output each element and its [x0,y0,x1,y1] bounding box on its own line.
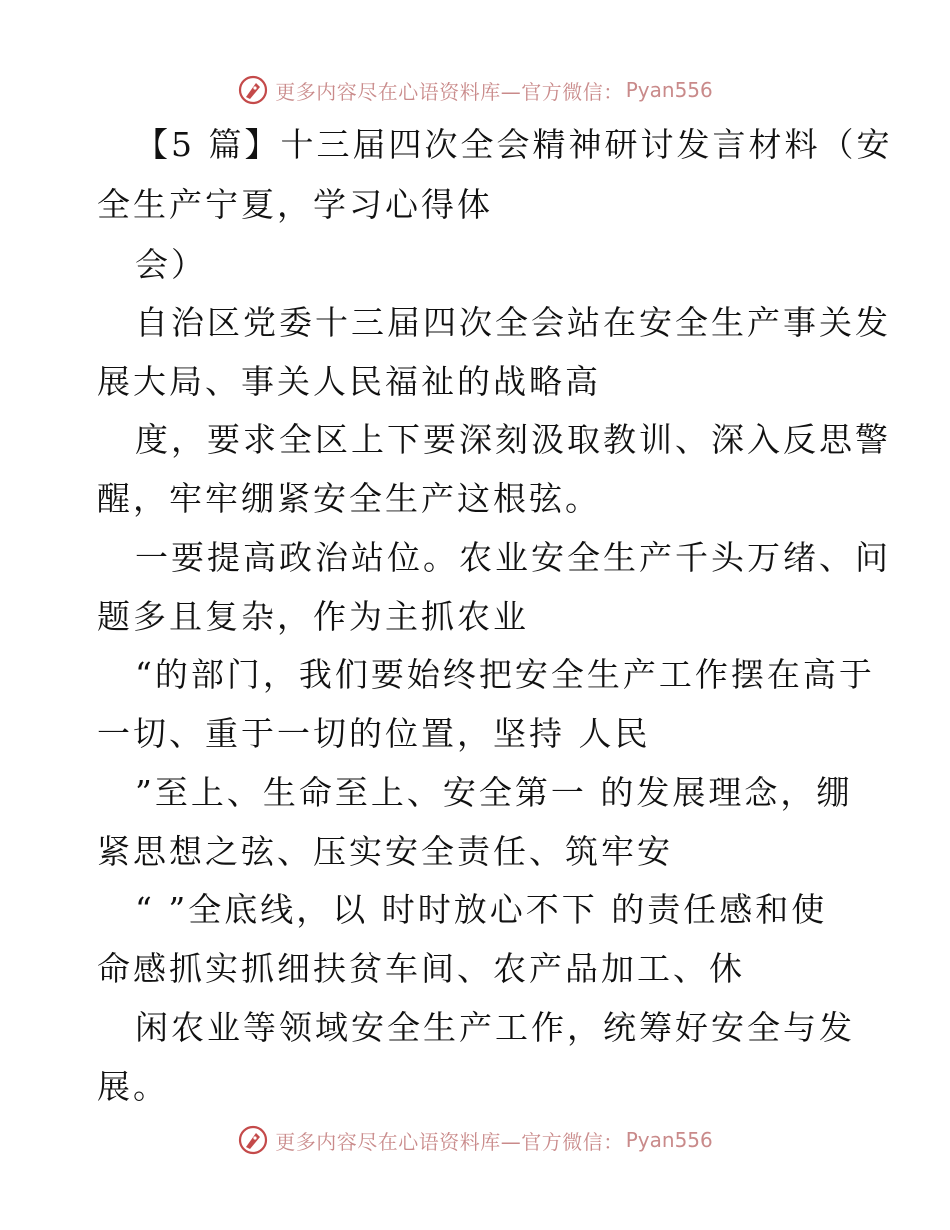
text-line: “的部门，我们要始终把安全生产工作摆在高于 [135,655,875,694]
text-line: 会） [135,245,207,284]
text-line: 自治区党委十三届四次全会站在安全生产事关发 [135,303,891,342]
text-line: 醒，牢牢绷紧安全生产这根弦。 [97,479,601,518]
watermark-handle: Pyan556 [625,1128,713,1152]
text-line: 展大局、事关人民福祉的战略高 [97,362,601,401]
text-line: 命感抓实抓细扶贫车间、农产品加工、休 [97,949,745,988]
text-line: 闲农业等领域安全生产工作，统筹好安全与发 [135,1008,855,1047]
text-line: 题多且复杂，作为主抓农业 [97,597,529,636]
footer-watermark [0,1123,950,1157]
text-line: 展。 [97,1067,169,1106]
watermark-text: 更多内容尽在心语资料库—官方微信： [275,1129,624,1154]
text-line: ”至上、生命至上、安全第一 的发展理念，绷 [135,773,853,812]
watermark-handle: Pyan556 [625,78,713,102]
text-line: “ ”全底线，以 时时放心不下 的责任感和使 [135,890,828,929]
watermark-text: 更多内容尽在心语资料库—官方微信： [275,79,624,104]
text-line: 一切、重于一切的位置，坚持 人民 [97,714,651,753]
text-line: 紧思想之弦、压实安全责任、筑牢安 [97,832,673,871]
text-line: 一要提高政治站位。农业安全生产千头万绪、问 [135,538,891,577]
pen-nib-circle-icon [237,1124,269,1156]
text-line: 【5 篇】十三届四次全会精神研讨发言材料（安 [135,125,893,164]
text-line: 全生产宁夏，学习心得体 [97,185,493,224]
header-watermark [0,73,950,107]
text-line: 度，要求全区上下要深刻汲取教训、深入反思警 [135,420,891,459]
pen-nib-circle-icon [237,74,269,106]
